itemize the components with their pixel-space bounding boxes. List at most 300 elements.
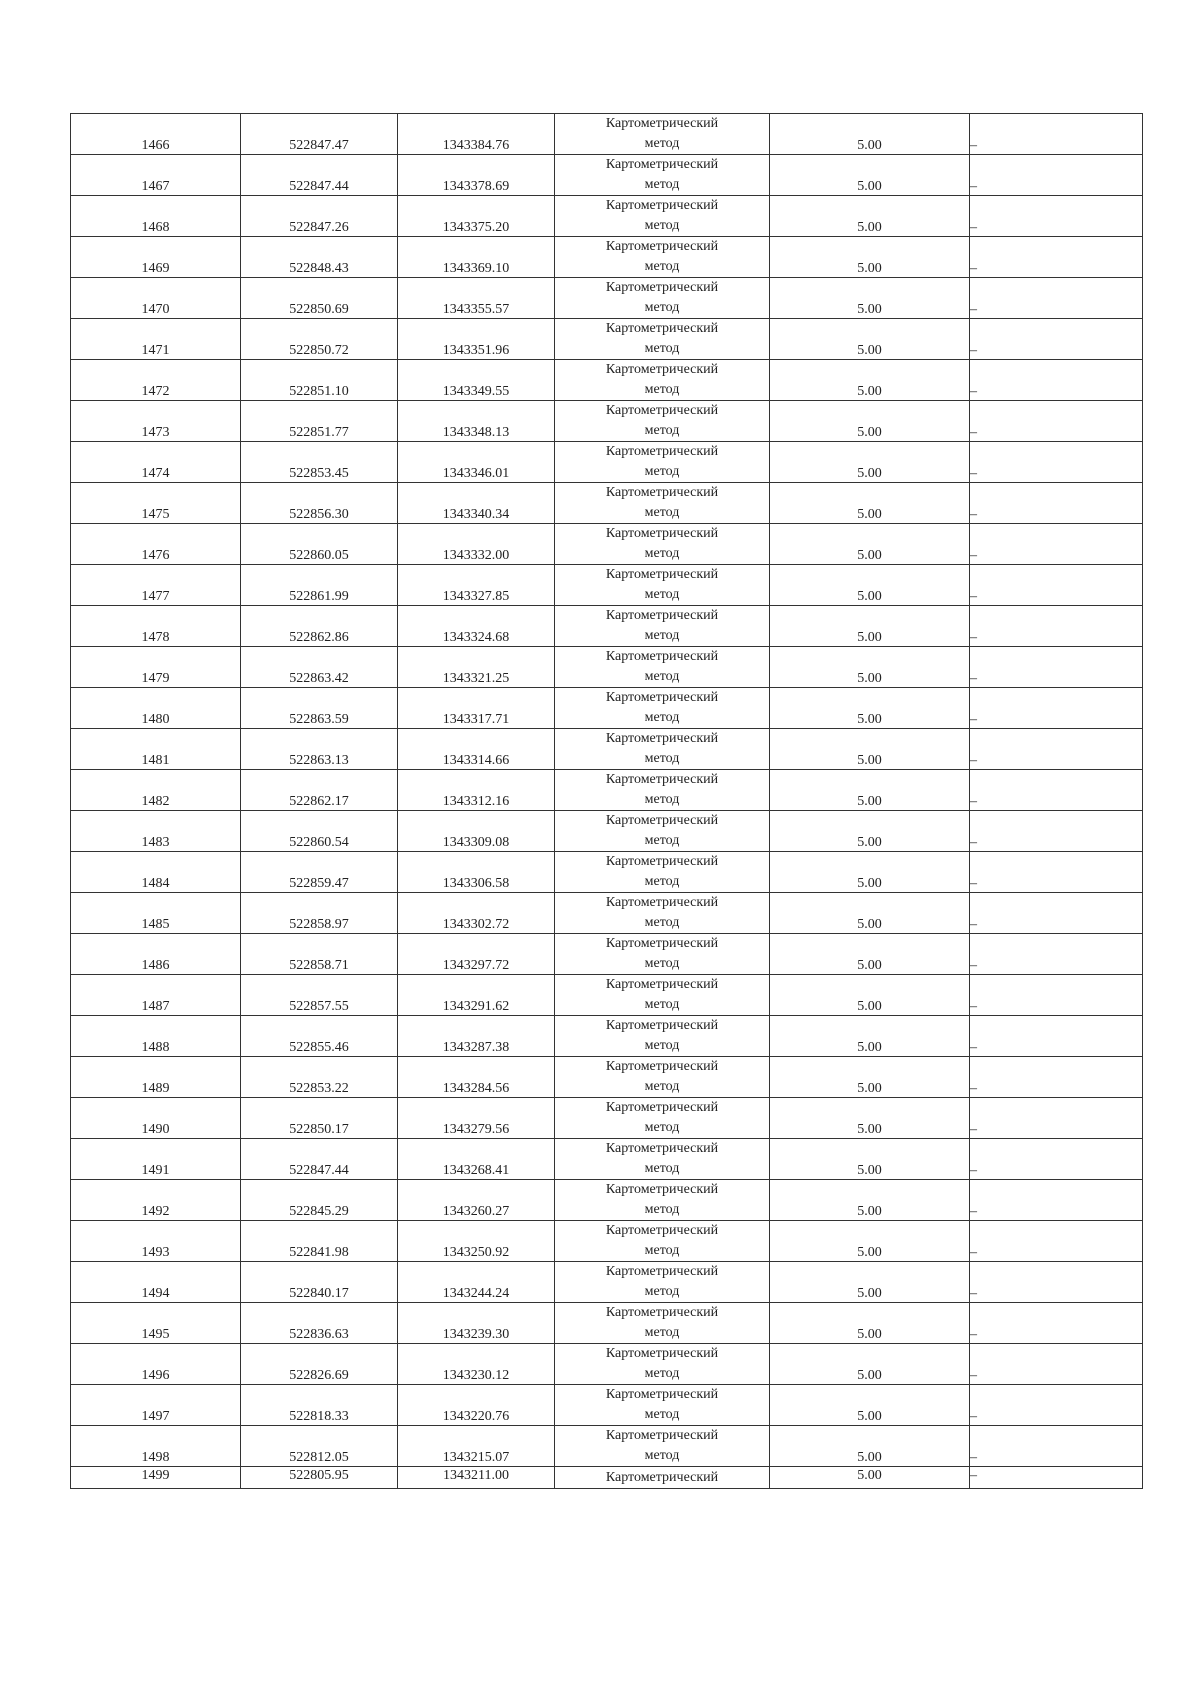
point-number-cell: 1490	[71, 1098, 241, 1139]
accuracy-cell: 5.00	[770, 975, 970, 1016]
table-row	[71, 319, 1143, 360]
method-cell	[555, 688, 770, 729]
method-line-1: Картометрический	[605, 977, 719, 992]
note-cell: –	[970, 1221, 1143, 1262]
accuracy-cell: 5.00	[770, 852, 970, 893]
table-row	[71, 647, 1143, 688]
method-cell	[555, 975, 770, 1016]
x-coordinate-cell: 522841.98	[241, 1221, 398, 1262]
accuracy-cell: 5.00	[770, 360, 970, 401]
accuracy-cell: 5.00	[770, 729, 970, 770]
point-number-cell: 1485	[71, 893, 241, 934]
method-cell	[555, 1262, 770, 1303]
method-line-1: Картометрический	[605, 936, 719, 951]
x-coordinate-cell: 522818.33	[241, 1385, 398, 1426]
note-cell: –	[970, 1057, 1143, 1098]
note-cell: –	[970, 811, 1143, 852]
method-cell	[555, 1385, 770, 1426]
table-row	[71, 729, 1143, 770]
x-coordinate-cell: 522862.17	[241, 770, 398, 811]
note-cell: –	[970, 360, 1143, 401]
method-line-2: метод	[644, 1202, 680, 1217]
x-coordinate-cell: 522860.05	[241, 524, 398, 565]
method-cell	[555, 442, 770, 483]
table-row	[71, 237, 1143, 278]
x-coordinate-cell: 522858.97	[241, 893, 398, 934]
x-coordinate-cell: 522863.42	[241, 647, 398, 688]
y-coordinate-cell: 1343346.01	[398, 442, 555, 483]
method-line-1: Картометрический	[605, 1141, 719, 1156]
method-cell	[555, 155, 770, 196]
method-cell	[555, 1221, 770, 1262]
note-cell: –	[970, 442, 1143, 483]
method-line-2: метод	[644, 1284, 680, 1299]
accuracy-cell: 5.00	[770, 155, 970, 196]
method-line-2: метод	[644, 382, 680, 397]
accuracy-cell: 5.00	[770, 237, 970, 278]
table-row	[71, 278, 1143, 319]
method-line-2: метод	[644, 1448, 680, 1463]
table-row	[71, 483, 1143, 524]
accuracy-cell: 5.00	[770, 319, 970, 360]
x-coordinate-cell: 522851.77	[241, 401, 398, 442]
accuracy-cell: 5.00	[770, 606, 970, 647]
note-cell: –	[970, 114, 1143, 155]
y-coordinate-cell: 1343351.96	[398, 319, 555, 360]
x-coordinate-cell: 522851.10	[241, 360, 398, 401]
point-number-cell: 1472	[71, 360, 241, 401]
note-cell: –	[970, 155, 1143, 196]
note-cell: –	[970, 852, 1143, 893]
point-number-cell: 1496	[71, 1344, 241, 1385]
table-row	[71, 524, 1143, 565]
method-cell	[555, 934, 770, 975]
point-number-cell: 1491	[71, 1139, 241, 1180]
method-cell	[555, 852, 770, 893]
y-coordinate-cell: 1343284.56	[398, 1057, 555, 1098]
method-line-1: Картометрический	[605, 731, 719, 746]
y-coordinate-cell: 1343291.62	[398, 975, 555, 1016]
method-line-1: Картометрический	[605, 1264, 719, 1279]
point-number-cell: 1488	[71, 1016, 241, 1057]
y-coordinate-cell: 1343244.24	[398, 1262, 555, 1303]
method-line-1: Картометрический	[605, 116, 719, 131]
accuracy-cell: 5.00	[770, 1098, 970, 1139]
point-number-cell: 1475	[71, 483, 241, 524]
method-line-2: метод	[644, 341, 680, 356]
method-line-1: Картометрический	[605, 1305, 719, 1320]
method-cell	[555, 770, 770, 811]
table-row	[71, 442, 1143, 483]
method-cell	[555, 729, 770, 770]
x-coordinate-cell: 522863.13	[241, 729, 398, 770]
note-cell: –	[970, 1262, 1143, 1303]
point-number-cell: 1466	[71, 114, 241, 155]
y-coordinate-cell: 1343355.57	[398, 278, 555, 319]
x-coordinate-cell: 522847.47	[241, 114, 398, 155]
method-line-2: метод	[644, 874, 680, 889]
table-row	[71, 1057, 1143, 1098]
method-cell	[555, 1057, 770, 1098]
method-line-1: Картометрический	[605, 444, 719, 459]
method-cell	[555, 606, 770, 647]
note-cell: –	[970, 196, 1143, 237]
table-row	[71, 606, 1143, 647]
method-line-2: метод	[644, 669, 680, 684]
method-line-2: метод	[644, 710, 680, 725]
y-coordinate-cell: 1343340.34	[398, 483, 555, 524]
y-coordinate-cell: 1343220.76	[398, 1385, 555, 1426]
accuracy-cell: 5.00	[770, 401, 970, 442]
y-coordinate-cell: 1343348.13	[398, 401, 555, 442]
note-cell: –	[970, 278, 1143, 319]
table-row	[71, 1139, 1143, 1180]
y-coordinate-cell: 1343260.27	[398, 1180, 555, 1221]
point-number-cell: 1480	[71, 688, 241, 729]
accuracy-cell: 5.00	[770, 1344, 970, 1385]
method-line-1: Картометрический	[605, 1059, 719, 1074]
y-coordinate-cell: 1343327.85	[398, 565, 555, 606]
method-line-2: метод	[644, 177, 680, 192]
table-row	[71, 401, 1143, 442]
method-cell	[555, 1467, 770, 1489]
y-coordinate-cell: 1343239.30	[398, 1303, 555, 1344]
method-cell	[555, 196, 770, 237]
note-cell: –	[970, 1098, 1143, 1139]
method-line-1: Картометрический	[605, 362, 719, 377]
x-coordinate-cell: 522840.17	[241, 1262, 398, 1303]
point-number-cell: 1484	[71, 852, 241, 893]
note-cell: –	[970, 1426, 1143, 1467]
method-line-2: метод	[644, 751, 680, 766]
x-coordinate-cell: 522836.63	[241, 1303, 398, 1344]
table-row	[71, 565, 1143, 606]
method-cell	[555, 893, 770, 934]
method-line-2: метод	[644, 1366, 680, 1381]
accuracy-cell: 5.00	[770, 1262, 970, 1303]
y-coordinate-cell: 1343375.20	[398, 196, 555, 237]
y-coordinate-cell: 1343306.58	[398, 852, 555, 893]
point-number-cell: 1473	[71, 401, 241, 442]
method-line-2: метод	[644, 833, 680, 848]
note-cell: –	[970, 319, 1143, 360]
x-coordinate-cell: 522860.54	[241, 811, 398, 852]
accuracy-cell: 5.00	[770, 524, 970, 565]
x-coordinate-cell: 522850.17	[241, 1098, 398, 1139]
accuracy-cell: 5.00	[770, 1426, 970, 1467]
accuracy-cell: 5.00	[770, 1139, 970, 1180]
point-number-cell: 1481	[71, 729, 241, 770]
method-line-2: метод	[644, 628, 680, 643]
method-cell	[555, 360, 770, 401]
coordinates-table-body	[71, 114, 1143, 1489]
note-cell: –	[970, 975, 1143, 1016]
method-line-2: метод	[644, 423, 680, 438]
accuracy-cell: 5.00	[770, 196, 970, 237]
method-line-1: Картометрический	[605, 1223, 719, 1238]
x-coordinate-cell: 522853.45	[241, 442, 398, 483]
method-line-2: метод	[644, 915, 680, 930]
table-row	[71, 1180, 1143, 1221]
method-line-2: метод	[644, 136, 680, 151]
point-number-cell: 1479	[71, 647, 241, 688]
method-line-1: Картометрический	[605, 1100, 719, 1115]
note-cell: –	[970, 770, 1143, 811]
x-coordinate-cell: 522856.30	[241, 483, 398, 524]
accuracy-cell: 5.00	[770, 278, 970, 319]
method-cell	[555, 1344, 770, 1385]
method-line-2: метод	[644, 300, 680, 315]
y-coordinate-cell: 1343369.10	[398, 237, 555, 278]
method-line-1: Картометрический	[605, 854, 719, 869]
y-coordinate-cell: 1343384.76	[398, 114, 555, 155]
method-cell	[555, 278, 770, 319]
table-row	[71, 975, 1143, 1016]
table-row	[71, 114, 1143, 155]
accuracy-cell: 5.00	[770, 1221, 970, 1262]
accuracy-cell: 5.00	[770, 1057, 970, 1098]
accuracy-cell: 5.00	[770, 1180, 970, 1221]
point-number-cell: 1495	[71, 1303, 241, 1344]
x-coordinate-cell: 522845.29	[241, 1180, 398, 1221]
table-row	[71, 852, 1143, 893]
method-line-1: Картометрический	[605, 1387, 719, 1402]
x-coordinate-cell: 522857.55	[241, 975, 398, 1016]
method-line-1: Картометрический	[605, 608, 719, 623]
point-number-cell: 1489	[71, 1057, 241, 1098]
method-line-1: Картометрический	[605, 772, 719, 787]
x-coordinate-cell: 522863.59	[241, 688, 398, 729]
y-coordinate-cell: 1343268.41	[398, 1139, 555, 1180]
method-line-2: метод	[644, 1161, 680, 1176]
accuracy-cell: 5.00	[770, 114, 970, 155]
method-line-1: Картометрический	[605, 1470, 719, 1485]
table-row	[71, 155, 1143, 196]
method-cell	[555, 1139, 770, 1180]
table-row	[71, 1385, 1143, 1426]
table-row	[71, 1426, 1143, 1467]
method-cell	[555, 1303, 770, 1344]
x-coordinate-cell: 522805.95	[241, 1467, 398, 1489]
accuracy-cell: 5.00	[770, 442, 970, 483]
y-coordinate-cell: 1343312.16	[398, 770, 555, 811]
method-cell	[555, 1016, 770, 1057]
method-line-1: Картометрический	[605, 157, 719, 172]
y-coordinate-cell: 1343250.92	[398, 1221, 555, 1262]
x-coordinate-cell: 522853.22	[241, 1057, 398, 1098]
method-line-2: метод	[644, 997, 680, 1012]
y-coordinate-cell: 1343349.55	[398, 360, 555, 401]
note-cell: –	[970, 647, 1143, 688]
point-number-cell: 1498	[71, 1426, 241, 1467]
x-coordinate-cell: 522861.99	[241, 565, 398, 606]
point-number-cell: 1478	[71, 606, 241, 647]
table-row	[71, 1344, 1143, 1385]
method-cell	[555, 524, 770, 565]
note-cell: –	[970, 565, 1143, 606]
y-coordinate-cell: 1343287.38	[398, 1016, 555, 1057]
accuracy-cell: 5.00	[770, 688, 970, 729]
method-line-2: метод	[644, 505, 680, 520]
method-line-1: Картометрический	[605, 198, 719, 213]
point-number-cell: 1469	[71, 237, 241, 278]
table-row	[71, 811, 1143, 852]
table-row	[71, 196, 1143, 237]
accuracy-cell: 5.00	[770, 1385, 970, 1426]
x-coordinate-cell: 522847.26	[241, 196, 398, 237]
point-number-cell: 1494	[71, 1262, 241, 1303]
method-line-1: Картометрический	[605, 649, 719, 664]
note-cell: –	[970, 1385, 1143, 1426]
x-coordinate-cell: 522812.05	[241, 1426, 398, 1467]
method-cell	[555, 319, 770, 360]
table-row	[71, 688, 1143, 729]
method-line-1: Картометрический	[605, 280, 719, 295]
method-line-1: Картометрический	[605, 1182, 719, 1197]
method-line-1: Картометрический	[605, 567, 719, 582]
table-row	[71, 1467, 1143, 1489]
y-coordinate-cell: 1343211.00	[398, 1467, 555, 1489]
method-cell	[555, 237, 770, 278]
accuracy-cell: 5.00	[770, 934, 970, 975]
point-number-cell: 1477	[71, 565, 241, 606]
y-coordinate-cell: 1343279.56	[398, 1098, 555, 1139]
x-coordinate-cell: 522847.44	[241, 155, 398, 196]
method-line-1: Картометрический	[605, 1346, 719, 1361]
method-cell	[555, 114, 770, 155]
method-cell	[555, 811, 770, 852]
method-cell	[555, 1426, 770, 1467]
note-cell: –	[970, 1344, 1143, 1385]
note-cell: –	[970, 606, 1143, 647]
point-number-cell: 1486	[71, 934, 241, 975]
accuracy-cell: 5.00	[770, 1303, 970, 1344]
accuracy-cell: 5.00	[770, 483, 970, 524]
note-cell: –	[970, 893, 1143, 934]
method-line-2: метод	[644, 1038, 680, 1053]
table-row	[71, 1262, 1143, 1303]
method-line-1: Картометрический	[605, 1018, 719, 1033]
table-row	[71, 1303, 1143, 1344]
point-number-cell: 1474	[71, 442, 241, 483]
y-coordinate-cell: 1343302.72	[398, 893, 555, 934]
table-row	[71, 360, 1143, 401]
point-number-cell: 1499	[71, 1467, 241, 1489]
coordinates-table	[70, 113, 1143, 1489]
note-cell: –	[970, 483, 1143, 524]
table-row	[71, 1098, 1143, 1139]
accuracy-cell: 5.00	[770, 770, 970, 811]
point-number-cell: 1487	[71, 975, 241, 1016]
method-line-1: Картометрический	[605, 895, 719, 910]
method-line-1: Картометрический	[605, 813, 719, 828]
method-line-1: Картометрический	[605, 485, 719, 500]
x-coordinate-cell: 522855.46	[241, 1016, 398, 1057]
accuracy-cell: 5.00	[770, 647, 970, 688]
x-coordinate-cell: 522862.86	[241, 606, 398, 647]
point-number-cell: 1482	[71, 770, 241, 811]
accuracy-cell: 5.00	[770, 893, 970, 934]
point-number-cell: 1470	[71, 278, 241, 319]
table-row	[71, 1016, 1143, 1057]
y-coordinate-cell: 1343321.25	[398, 647, 555, 688]
accuracy-cell: 5.00	[770, 1467, 970, 1489]
point-number-cell: 1497	[71, 1385, 241, 1426]
y-coordinate-cell: 1343317.71	[398, 688, 555, 729]
note-cell: –	[970, 237, 1143, 278]
point-number-cell: 1471	[71, 319, 241, 360]
x-coordinate-cell: 522859.47	[241, 852, 398, 893]
y-coordinate-cell: 1343309.08	[398, 811, 555, 852]
method-line-2: метод	[644, 1243, 680, 1258]
method-cell	[555, 401, 770, 442]
y-coordinate-cell: 1343230.12	[398, 1344, 555, 1385]
note-cell: –	[970, 1303, 1143, 1344]
method-line-1: Картометрический	[605, 1428, 719, 1443]
accuracy-cell: 5.00	[770, 811, 970, 852]
method-line-2: метод	[644, 1407, 680, 1422]
y-coordinate-cell: 1343314.66	[398, 729, 555, 770]
method-cell	[555, 1180, 770, 1221]
table-row	[71, 1221, 1143, 1262]
point-number-cell: 1476	[71, 524, 241, 565]
table-row	[71, 934, 1143, 975]
method-line-2: метод	[644, 956, 680, 971]
y-coordinate-cell: 1343332.00	[398, 524, 555, 565]
note-cell: –	[970, 1180, 1143, 1221]
x-coordinate-cell: 522850.69	[241, 278, 398, 319]
table-row	[71, 770, 1143, 811]
point-number-cell: 1492	[71, 1180, 241, 1221]
method-line-2: метод	[644, 546, 680, 561]
x-coordinate-cell: 522858.71	[241, 934, 398, 975]
note-cell: –	[970, 688, 1143, 729]
method-line-1: Картометрический	[605, 690, 719, 705]
method-line-2: метод	[644, 792, 680, 807]
accuracy-cell: 5.00	[770, 565, 970, 606]
note-cell: –	[970, 1139, 1143, 1180]
method-line-1: Картометрический	[605, 403, 719, 418]
accuracy-cell: 5.00	[770, 1016, 970, 1057]
y-coordinate-cell: 1343324.68	[398, 606, 555, 647]
method-cell	[555, 483, 770, 524]
method-line-1: Картометрический	[605, 321, 719, 336]
x-coordinate-cell: 522850.72	[241, 319, 398, 360]
x-coordinate-cell: 522847.44	[241, 1139, 398, 1180]
x-coordinate-cell: 522826.69	[241, 1344, 398, 1385]
method-line-2: метод	[644, 587, 680, 602]
point-number-cell: 1468	[71, 196, 241, 237]
method-line-2: метод	[644, 1325, 680, 1340]
point-number-cell: 1483	[71, 811, 241, 852]
note-cell: –	[970, 524, 1143, 565]
note-cell: –	[970, 1467, 1143, 1489]
method-line-1: Картометрический	[605, 239, 719, 254]
x-coordinate-cell: 522848.43	[241, 237, 398, 278]
table-row	[71, 893, 1143, 934]
method-line-2: метод	[644, 464, 680, 479]
method-line-2: метод	[644, 259, 680, 274]
method-line-1: Картометрический	[605, 526, 719, 541]
point-number-cell: 1467	[71, 155, 241, 196]
note-cell: –	[970, 934, 1143, 975]
method-cell	[555, 647, 770, 688]
method-line-2: метод	[644, 1079, 680, 1094]
method-cell	[555, 565, 770, 606]
y-coordinate-cell: 1343378.69	[398, 155, 555, 196]
y-coordinate-cell: 1343215.07	[398, 1426, 555, 1467]
note-cell: –	[970, 1016, 1143, 1057]
